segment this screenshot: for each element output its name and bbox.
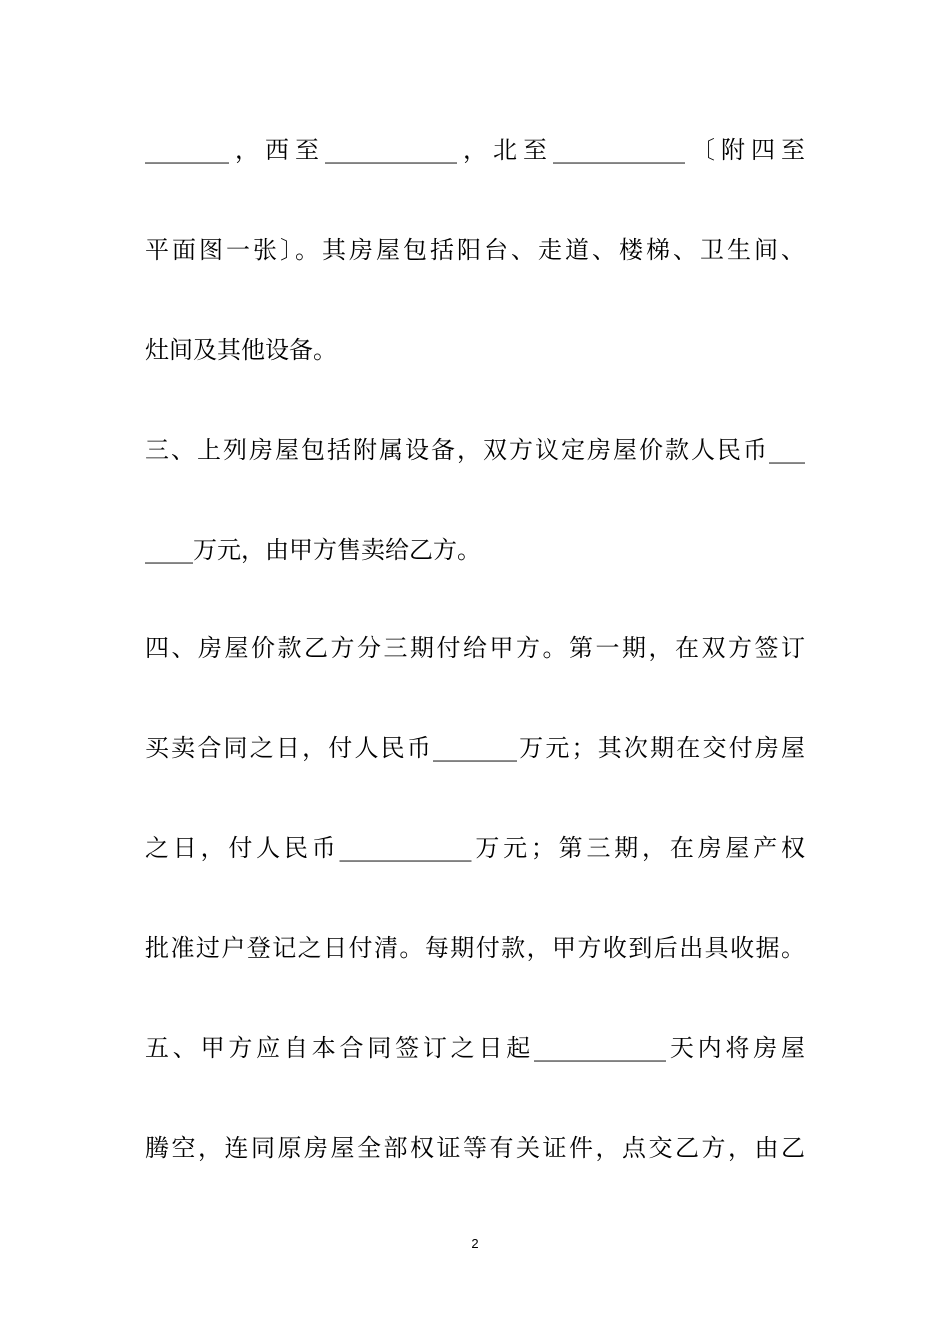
text-line-3: 灶间及其他设备。 [145,336,337,364]
text-line-8: 之日，付人民币___________万元；第三期，在房屋产权 [145,834,805,862]
text-line-1: _______，西至___________，北至___________〔附四至 [145,136,805,164]
text-line-5: ____万元，由甲方售卖给乙方。 [145,536,481,564]
text-line-11: 腾空，连同原房屋全部权证等有关证件，点交乙方，由乙 [145,1134,805,1162]
text-line-4: 三、上列房屋包括附属设备，双方议定房屋价款人民币___ [145,436,805,464]
text-line-10: 五、甲方应自本合同签订之日起___________天内将房屋 [145,1034,805,1062]
page-number: 2 [471,1236,479,1251]
text-line-6: 四、房屋价款乙方分三期付给甲方。第一期，在双方签订 [145,634,805,662]
text-line-7: 买卖合同之日，付人民币_______万元；其次期在交付房屋 [145,734,805,762]
text-line-9: 批准过户登记之日付清。每期付款，甲方收到后出具收据。 [145,934,805,962]
text-line-2: 平面图一张〕。其房屋包括阳台、走道、楼梯、卫生间、 [145,236,805,264]
